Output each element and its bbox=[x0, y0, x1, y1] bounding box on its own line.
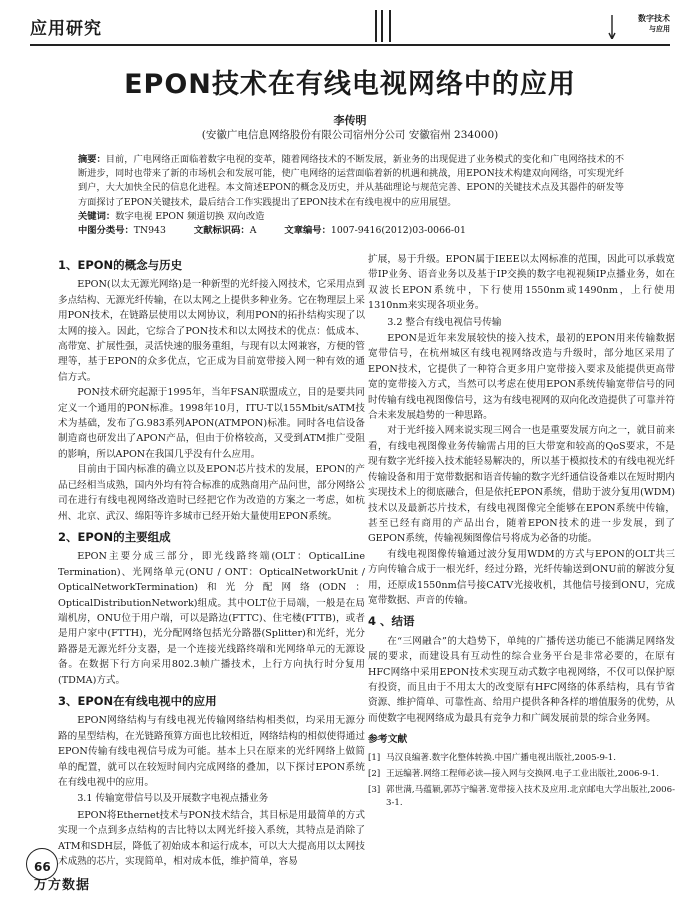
paragraph: EPON是近年来发展较快的接入技术，最初的EPON用来传输数据宽带信号，在杭州城区有线电视网络改造与升级时，部分地区采用了EPON技术，它提供了一种符合更多用户宽带接入要求及能提供更高带宽的宽带接入方式，当然可以考虑在使用EPON系统传输宽带信号的同时传输有线电视图像信号，这为有线电视网的双向化改造提供了可靠并符合未来发展趋势的一种思路。 bbox=[368, 333, 675, 422]
journal-logo bbox=[604, 10, 670, 44]
reference-text: 郭世满,马蕴颖,郭苏宁编著.宽带接入技术及应用.北京邮电大学出版社,2006-3-1. bbox=[386, 784, 675, 808]
keywords-text: 数字电视 EPON 频道切换 双向改造 bbox=[115, 211, 265, 222]
paragraph: 目前由于国内标准的确立以及EPON芯片技术的发展，EPON的产品已经相当成熟，国内外均有符合标准的成熟商用产品问世，部分网络公司在进行有线电视网络改造时已经把它作为改造的方案之一考虑，如杭州、北京、武汉、绵阳等许多城市已经开始大量使用EPON系统。 bbox=[58, 464, 365, 522]
abstract bbox=[78, 153, 624, 210]
reference-item bbox=[368, 752, 675, 765]
subsection-heading: 3.1 传输宽带信号以及开展数字电视点播业务 bbox=[77, 793, 269, 805]
classification-line bbox=[78, 224, 638, 238]
reference-number: [3] bbox=[368, 784, 381, 795]
doc-code-value: A bbox=[249, 225, 257, 236]
author-affiliation: (安徽广电信息网络股份有限公司宿州分公司 安徽宿州 234000) bbox=[201, 129, 499, 141]
section-label: 应用研究 bbox=[30, 19, 102, 39]
article-no-value: 1007-9416(2012)03-0066-01 bbox=[330, 225, 466, 236]
page-number: 66 bbox=[34, 860, 51, 874]
reference-number: [1] bbox=[368, 752, 381, 763]
section-heading: 2、EPON的主要组成 bbox=[58, 529, 171, 544]
section-heading: 3、EPON在有线电视中的应用 bbox=[58, 693, 217, 708]
article-title: EPON技术在有线电视网络中的应用 bbox=[124, 69, 576, 100]
reference-item bbox=[368, 768, 675, 781]
keywords-label: 关键词： bbox=[78, 211, 116, 222]
reference-number: [2] bbox=[368, 768, 381, 779]
paragraph: EPON网络结构与有线电视光传输网络结构相类似，均采用无源分路的星型结构，在光链路预算方面也比较相近，网络结构的相似使得通过EPON传输有线电视信号成为可能。基本上只在原来的光纤网络上做简单的配置，就可以在较短时间内完成网络的叠加，以下探讨EPON系统在有线电视中的应用。 bbox=[58, 715, 365, 788]
reference-text: 马汉良编著.数字化整体转换.中国广播电视出版社,2005-9-1. bbox=[386, 752, 617, 763]
reference-item bbox=[368, 784, 675, 810]
paragraph: 扩展，易于升级。EPON属于IEEE以太网标准的范围，因此可以承载宽带IP业务、语音业务以及基于IP交换的数字电视视频IP点播业务，如在双波长EPON系统中，下行使用1550nm或1490nm，上行使用1310nm来实现各项业务。 bbox=[368, 254, 675, 312]
paragraph: EPON(以太无源光网络)是一种新型的光纤接入网技术，它采用点到多点结构、无源光纤传输，在以太网之上提供多种业务。它在物理层上采用PON技术，在链路层使用以太网协议，利用PON的拓扑结构实现了以太网的接入。因此，它综合了PON技术和以太网技术的优点：低成本、高带宽、扩展性强，灵活快速的服务重组，与现有以太网兼容，方便的管理等，基于EPON的众多优点，它正成为目前宽带接入网一种有效的通信方式。 bbox=[58, 279, 365, 383]
journal-header bbox=[30, 10, 670, 46]
paragraph: EPON主要分成三部分，即光线路终端(OLT：OpticalLine Termination)、光网络单元(ONU / ONT：OpticalNetworkUnit / OpticalNetworkTermination)和光分配网络(ODN：OpticalDistributionNetwork)组成。其中OLT位于局端，一般是在局端机房，ONU位于用户端，可以是路边(FTTC)、住宅楼(FTTB)，或者是用户家中(FTTH)，光分配网络包括光分路器(Splitter)和光纤，光分路器是无源光纤分支器，是一个连接光线路终端和光网络单元的无源设备。在数据下行方向采用802.3帧广播技术，上行方向执行时分复用(TDMA)方式。 bbox=[58, 551, 365, 686]
header-divider-bars bbox=[375, 10, 391, 42]
paragraph: 对于光纤接入网来说实现三网合一也是重要发展方向之一，就目前来看，有线电视图像业务传输需占用的巨大带宽和较高的QoS要求，不是现有数字光纤接入技术能轻易解决的，所以基于模拟技术的有线电视光纤传输设备和用于宽带数据和语音传输的数字光纤通信设备难以在短时期内实现技术上的彻底融合，但是依托EPON系统，借助于波分复用(WDM)技术以及最新芯片技术，有线电视图像完全能够在EPON系统中传输，甚至已经有商用的产品出台，随着EPON技术的进一步发展，到了GEPON系统，传输视频图像信号将成为必备的功能。 bbox=[368, 425, 675, 545]
abstract-label: 摘要： bbox=[78, 154, 106, 165]
paragraph: 有线电视图像传输通过波分复用WDM的方式与EPON的OLT共三方向传输合成于一根光纤，经过分路，光纤传输送到ONU前的解波分复用，还原成1550nm信号接CATV光接收机，其他信号接到ONU，完成宽带数据、声音的传输。 bbox=[368, 548, 675, 606]
right-column bbox=[368, 252, 675, 813]
doc-code-label: 文献标识码： bbox=[193, 225, 250, 236]
references-heading: 参考文献 bbox=[368, 734, 408, 746]
article-author: 李传明 bbox=[333, 114, 367, 127]
subsection-heading: 3.2 整合有线电视信号传输 bbox=[387, 316, 502, 328]
keywords bbox=[78, 210, 624, 224]
paragraph: 在“三网融合”的大趋势下，单纯的广播传送功能已不能满足网络发展的要求，而建设具有互动性的综合业务平台是非常必要的，在原有HFC网络中采用EPON技术实现互动式数字电视网络，不仅可以保护原有投资，而且由于不用太大的改变原有HFC网络的体系结构，具有节省资源、维护简单、可靠性高、给用户提供各种各样的增值服务的优势，从而使数字电视网络成为最具有竞争力和广阔发展前景的综合业务网。 bbox=[368, 635, 675, 724]
clc-label: 中图分类号： bbox=[78, 225, 134, 236]
article-no-label: 文章编号： bbox=[284, 225, 331, 236]
left-column bbox=[58, 252, 365, 869]
database-watermark: 万方数据 bbox=[34, 878, 91, 893]
logo-line2: 与应用 bbox=[649, 25, 670, 33]
paragraph: PON技术研究起源于1995年，当年FSAN联盟成立，目的是要共同定义一个通用的PON标准。1998年10月，ITU-T以155Mbit/sATM技术为基础，发布了G.983系列APON(ATMPON)标准。同时各电信设备制造商也研发出了APON产品，但由于价格较高，又受到ATM推广受阻的影响，所以APON在我国几乎没有什么应用。 bbox=[58, 387, 365, 460]
reference-text: 王远编著.网络工程师必读—接入网与交换网.电子工业出版社,2006-9-1. bbox=[386, 768, 659, 779]
abstract-text: 目前，广电网络正面临着数字电视的变革，随着网络技术的不断发展，新业务的出现促进了业务模式的变化和广电网络技术的不断进步，同时也带来了新的市场机会和发展可能，使广电网络的运营面临着新的机遇和挑战，用EPON技术构建双向网络，可实现光纤到户，大大加快全民的信息化进程。本文简述EPON的概念及历史，并从基础理论与规范完善、EPON的关键技术点及其器件的研发等方面探讨了EPON关键技术，最后结合工作实践提出了EPON技术在有线电视中的应用展望。 bbox=[78, 154, 625, 208]
logo-line1: 数字技术 bbox=[638, 14, 670, 23]
page-footer bbox=[22, 848, 132, 894]
paragraph: EPON将Ethernet技术与PON技术结合，其目标是用最简单的方式实现一个点到多点结构的吉比特以太网光纤接入系统，其特点是消除了ATM和SDH层，降低了初始成本和运行成本，可以大大提高用以太网技术成熟的芯片，实现简单，相对成本低，维护简单，容易 bbox=[58, 809, 365, 868]
logo-arrow-icon bbox=[608, 15, 616, 39]
clc-value: TN943 bbox=[133, 225, 166, 236]
section-heading: 1、EPON的概念与历史 bbox=[58, 258, 183, 272]
section-heading: 4 、结语 bbox=[368, 614, 415, 629]
